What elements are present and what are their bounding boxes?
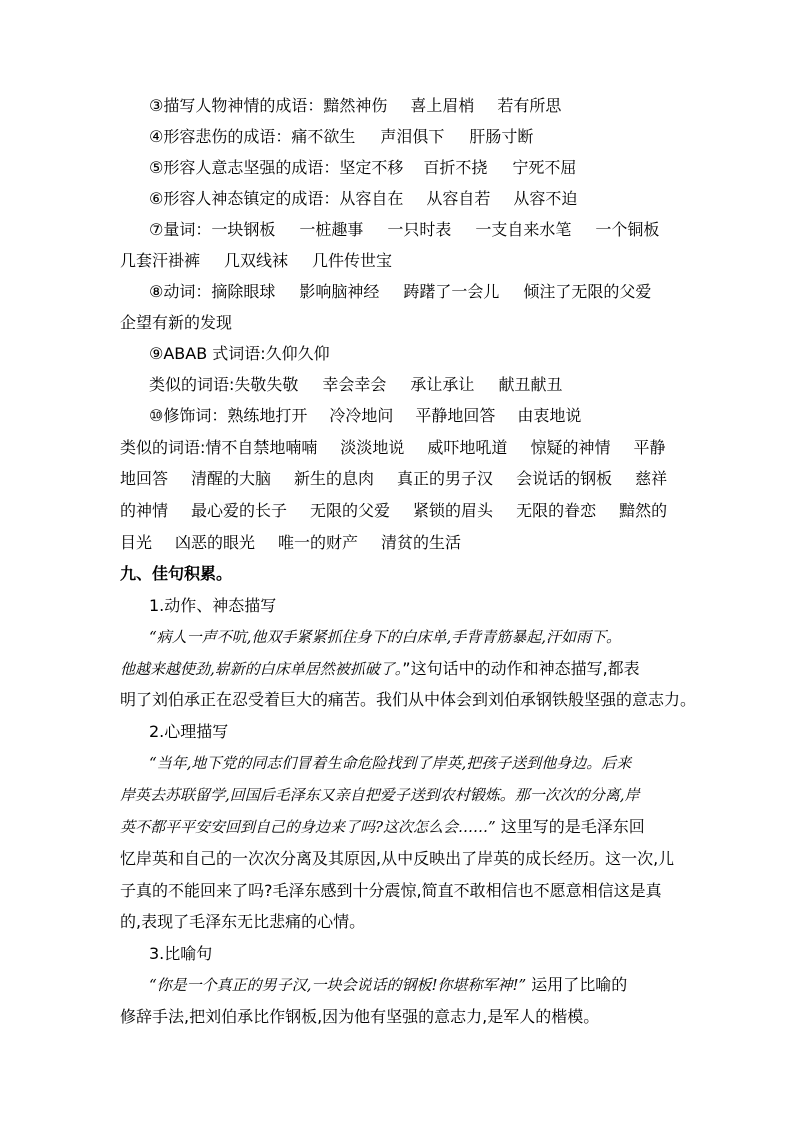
paragraph-line: 修辞手法,把刘伯承比作钢板,因为他有坚强的意志力,是军人的楷模。 xyxy=(120,1007,600,1026)
commentary-segment: 运用了比喻的 xyxy=(526,975,628,994)
commentary-segment: ”这句话中的动作和神态描写,都表 xyxy=(402,659,640,678)
line-segment: 威吓地吼道 xyxy=(427,438,508,457)
measure-words-line-continued xyxy=(120,251,794,271)
line-segment: ⑥形容人神态镇定的成语：从容自在 xyxy=(149,189,404,208)
line-segment: 声泪俱下 xyxy=(380,127,445,146)
line-segment: 几双线袜 xyxy=(224,251,289,270)
line-segment: 一桩趣事 xyxy=(299,220,364,239)
idiom-line-composure xyxy=(149,189,794,209)
commentary-segment: 这里写的是毛泽东回 xyxy=(495,817,645,836)
line-segment: 慈祥 xyxy=(635,469,668,488)
line-segment: ④形容悲伤的成语：痛不欲生 xyxy=(149,127,356,146)
line-segment: ⑩修饰词：熟练地打开 xyxy=(149,406,308,425)
paragraph-line: 的,表现了毛泽东无比悲痛的心情。 xyxy=(120,912,366,931)
line-segment: 肝肠寸断 xyxy=(469,127,534,146)
line-segment: ⑦量词：一块钢板 xyxy=(149,220,276,239)
paragraph-line: 忆岸英和自己的一次次分离及其原因,从中反映出了岸英的成长经历。这一次,儿 xyxy=(120,849,675,868)
line-segment: 地回答 xyxy=(120,469,169,488)
similar-abab-line xyxy=(149,375,794,395)
line-segment: 淡淡地说 xyxy=(340,438,405,457)
line-segment: ⑤形容人意志坚强的成语：坚定不移 xyxy=(149,158,404,177)
similar-modifiers-line xyxy=(120,438,794,458)
line-segment: 喜上眉梢 xyxy=(410,96,475,115)
idiom-line-willpower xyxy=(149,158,794,178)
verbs-line-continued xyxy=(120,313,794,333)
line-segment: 宁死不屈 xyxy=(512,158,577,177)
paragraph-line xyxy=(120,659,794,679)
similar-modifiers-line-2 xyxy=(120,469,794,489)
line-segment: 黯然的 xyxy=(619,501,668,520)
example-quote-segment: 英不都平平安安回到自己的身边来了吗?这次怎么会……” xyxy=(120,818,496,836)
line-segment: 冷冷地问 xyxy=(329,406,394,425)
line-segment: ⑧动词：摘除眼球 xyxy=(149,282,276,301)
line-segment: 无限的父爱 xyxy=(310,501,391,520)
line-segment: 几件传世宝 xyxy=(312,251,393,270)
similar-modifiers-line-4 xyxy=(120,533,794,553)
line-segment: 的神情 xyxy=(120,501,169,520)
paragraph-line xyxy=(149,975,794,995)
line-segment: 新生的息肉 xyxy=(294,469,375,488)
modifiers-line xyxy=(149,406,794,426)
line-segment: 若有所思 xyxy=(497,96,562,115)
line-segment: 从容自若 xyxy=(426,189,491,208)
paragraph-line: 明了刘伯承正在忍受着巨大的痛苦。我们从中体会到刘伯承钢铁般坚强的意志力。 xyxy=(120,690,697,709)
line-segment: 平静地回答 xyxy=(415,406,496,425)
line-segment: 唯一的财产 xyxy=(278,533,359,552)
line-segment: 真正的男子汉 xyxy=(397,469,494,488)
line-segment: 从容不迫 xyxy=(513,189,578,208)
line-segment: 紧锁的眉头 xyxy=(413,501,494,520)
line-segment: 惊疑的神情 xyxy=(530,438,611,457)
line-segment: 百折不挠 xyxy=(423,158,488,177)
paragraph-line: 子真的不能回来了吗?毛泽东感到十分震惊,简直不敢相信也不愿意相信这是真 xyxy=(120,881,662,900)
section-heading: 九、佳句积累。 xyxy=(120,564,233,583)
line-segment: 承让承让 xyxy=(410,375,475,394)
paragraph-line xyxy=(120,817,794,837)
line-segment: 类似的词语:失敬失敬 xyxy=(149,375,299,394)
line-segment: 一支自来水笔 xyxy=(475,220,572,239)
line-segment: ③描写人物神情的成语：黯然神伤 xyxy=(149,96,388,115)
line-segment: 平静 xyxy=(633,438,666,457)
measure-words-line xyxy=(149,220,794,240)
line-segment: 无限的眷恋 xyxy=(516,501,597,520)
similar-modifiers-line-3 xyxy=(120,501,794,521)
line-segment: 清醒的大脑 xyxy=(191,469,272,488)
example-quote-line: “当年,地下党的同志们冒着生命危险找到了岸英,把孩子送到他身边。后来 xyxy=(149,754,632,772)
line-segment: 一个铜板 xyxy=(595,220,660,239)
line-segment: 由衷地说 xyxy=(517,406,582,425)
line-segment: 清贫的生活 xyxy=(381,533,462,552)
subsection-title-metaphor: 3.比喻句 xyxy=(149,944,213,963)
line-segment: 目光 xyxy=(120,533,153,552)
line-segment: 影响脑神经 xyxy=(299,282,380,301)
example-quote-segment: 他越来越使劲,崭新的白床单居然被抓破了。 xyxy=(120,660,403,678)
line-segment: 几套汗褂裤 xyxy=(120,251,201,270)
example-quote-segment: “你是一个真正的男子汉,一块会说话的钢板!你堪称军神!” xyxy=(149,976,527,994)
line-segment: 一只时表 xyxy=(387,220,452,239)
example-quote-line: “病人一声不吭,他双手紧紧抓住身下的白床单,手背青筋暴起,汗如雨下。 xyxy=(149,628,621,646)
line-segment: 踌躇了一会儿 xyxy=(403,282,500,301)
line-segment: 会说话的钢板 xyxy=(516,469,613,488)
line-segment: 最心爱的长子 xyxy=(191,501,288,520)
line-segment: 幸会幸会 xyxy=(322,375,387,394)
idiom-line-expression xyxy=(149,96,794,116)
line-segment: 类似的词语:情不自禁地喃喃 xyxy=(120,438,318,457)
subsection-title-action: 1.动作、神态描写 xyxy=(149,596,277,615)
line-segment: ⑨ABAB 式词语:久仰久仰 xyxy=(149,344,330,363)
idiom-line-sorrow xyxy=(149,127,794,147)
abab-words-line xyxy=(149,344,794,364)
verbs-line xyxy=(149,282,794,302)
line-segment: 倾注了无限的父爱 xyxy=(523,282,652,301)
line-segment: 凶恶的眼光 xyxy=(175,533,256,552)
example-quote-line: 岸英去苏联留学,回国后毛泽东又亲自把爱子送到农村锻炼。那一次次的分离,岸 xyxy=(120,786,640,804)
line-segment: 企望有新的发现 xyxy=(120,313,233,332)
line-segment: 献丑献丑 xyxy=(498,375,563,394)
subsection-title-psychology: 2.心理描写 xyxy=(149,722,229,741)
